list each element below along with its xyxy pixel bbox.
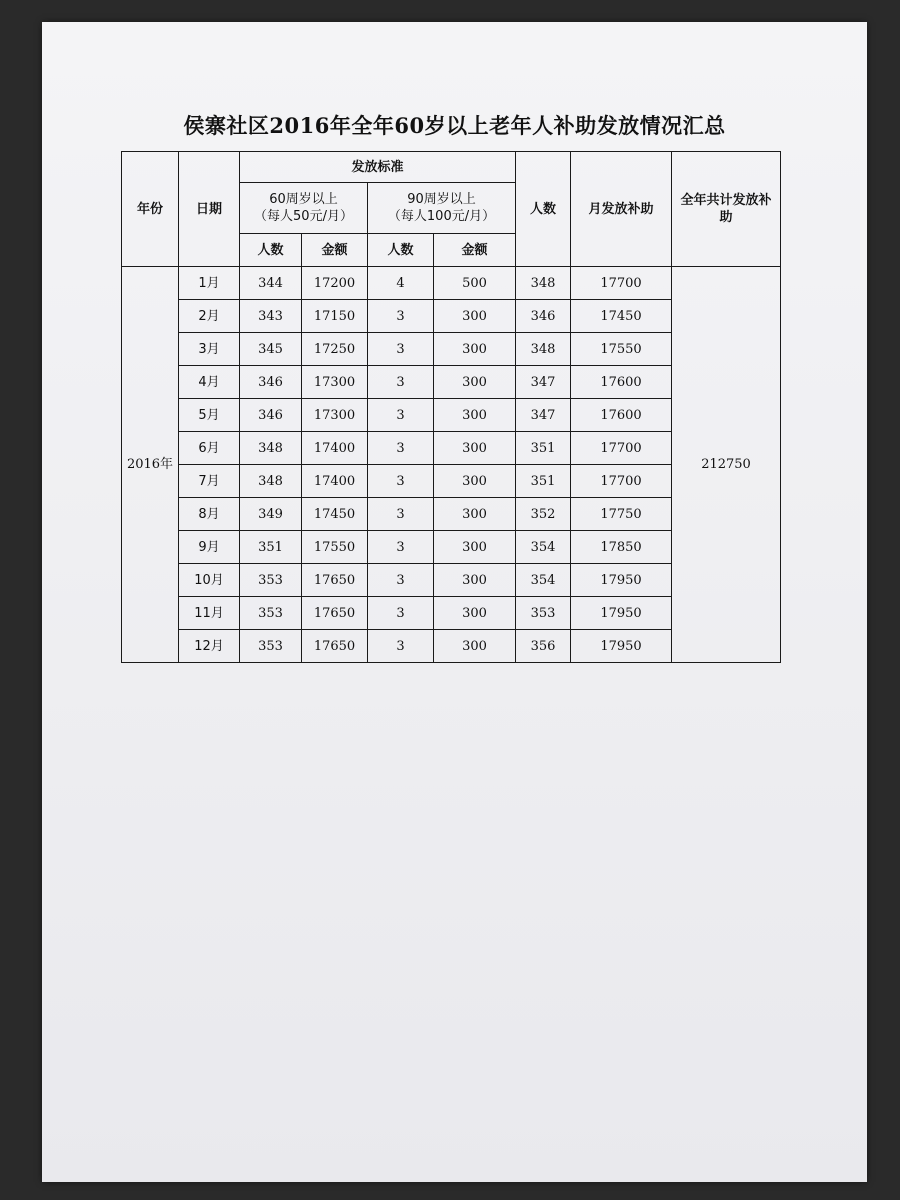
- amount-90-cell: 300: [434, 366, 516, 399]
- amount-60-cell: 17150: [302, 300, 368, 333]
- count-60-cell: 345: [240, 333, 302, 366]
- count-90-cell: 3: [368, 300, 434, 333]
- count-90-cell: 3: [368, 531, 434, 564]
- table-row: [122, 267, 781, 300]
- monthly-subsidy-cell: 17450: [571, 300, 672, 333]
- amount-90-cell: 300: [434, 564, 516, 597]
- header-group-90-line2: （每人100元/月）: [387, 209, 496, 224]
- monthly-subsidy-cell: 17700: [571, 432, 672, 465]
- document-title: 侯寨社区2016年全年60岁以上老年人补助发放情况汇总: [183, 113, 726, 138]
- month-cell: 2月: [179, 300, 240, 333]
- month-cell: 11月: [179, 597, 240, 630]
- amount-90-cell: 300: [434, 333, 516, 366]
- header-annual-total: 全年共计发放补助: [672, 152, 781, 267]
- count-60-cell: 353: [240, 597, 302, 630]
- amount-60-cell: 17400: [302, 432, 368, 465]
- count-60-cell: 348: [240, 465, 302, 498]
- count-60-cell: 346: [240, 399, 302, 432]
- amount-90-cell: 300: [434, 498, 516, 531]
- paper-sheet: [42, 22, 867, 1182]
- count-60-cell: 353: [240, 564, 302, 597]
- total-count-cell: 351: [516, 432, 571, 465]
- monthly-subsidy-cell: 17950: [571, 630, 672, 663]
- month-cell: 5月: [179, 399, 240, 432]
- amount-60-cell: 17650: [302, 597, 368, 630]
- annual-total-cell: 212750: [672, 267, 781, 663]
- subsidy-table: [121, 151, 781, 663]
- header-standard: 发放标准: [240, 152, 516, 183]
- count-90-cell: 3: [368, 333, 434, 366]
- header-total-count: 人数: [516, 152, 571, 267]
- count-60-cell: 351: [240, 531, 302, 564]
- monthly-subsidy-cell: 17600: [571, 366, 672, 399]
- total-count-cell: 348: [516, 333, 571, 366]
- month-cell: 8月: [179, 498, 240, 531]
- amount-90-cell: 300: [434, 531, 516, 564]
- amount-60-cell: 17650: [302, 630, 368, 663]
- amount-90-cell: 300: [434, 630, 516, 663]
- header-group-60: [240, 183, 368, 234]
- header-group-90-line1: 90周岁以上: [407, 192, 476, 207]
- count-90-cell: 3: [368, 465, 434, 498]
- amount-60-cell: 17300: [302, 366, 368, 399]
- count-60-cell: 348: [240, 432, 302, 465]
- header-amount-60: 金额: [302, 234, 368, 267]
- count-90-cell: 3: [368, 366, 434, 399]
- monthly-subsidy-cell: 17950: [571, 564, 672, 597]
- month-cell: 3月: [179, 333, 240, 366]
- count-60-cell: 346: [240, 366, 302, 399]
- monthly-subsidy-cell: 17850: [571, 531, 672, 564]
- amount-90-cell: 300: [434, 465, 516, 498]
- amount-60-cell: 17550: [302, 531, 368, 564]
- total-count-cell: 354: [516, 531, 571, 564]
- amount-90-cell: 300: [434, 300, 516, 333]
- count-90-cell: 4: [368, 267, 434, 300]
- count-90-cell: 3: [368, 597, 434, 630]
- monthly-subsidy-cell: 17700: [571, 267, 672, 300]
- total-count-cell: 354: [516, 564, 571, 597]
- month-cell: 6月: [179, 432, 240, 465]
- total-count-cell: 353: [516, 597, 571, 630]
- total-count-cell: 351: [516, 465, 571, 498]
- month-cell: 9月: [179, 531, 240, 564]
- total-count-cell: 356: [516, 630, 571, 663]
- total-count-cell: 346: [516, 300, 571, 333]
- month-cell: 7月: [179, 465, 240, 498]
- header-group-90: [368, 183, 516, 234]
- count-90-cell: 3: [368, 399, 434, 432]
- amount-60-cell: 17650: [302, 564, 368, 597]
- monthly-subsidy-cell: 17950: [571, 597, 672, 630]
- header-year: 年份: [122, 152, 179, 267]
- month-cell: 4月: [179, 366, 240, 399]
- monthly-subsidy-cell: 17750: [571, 498, 672, 531]
- total-count-cell: 347: [516, 366, 571, 399]
- month-cell: 12月: [179, 630, 240, 663]
- total-count-cell: 347: [516, 399, 571, 432]
- header-amount-90: 金额: [434, 234, 516, 267]
- count-90-cell: 3: [368, 630, 434, 663]
- header-monthly-subsidy: 月发放补助: [571, 152, 672, 267]
- header-group-60-line1: 60周岁以上: [269, 192, 338, 207]
- header-date: 日期: [179, 152, 240, 267]
- amount-90-cell: 300: [434, 432, 516, 465]
- count-60-cell: 349: [240, 498, 302, 531]
- count-90-cell: 3: [368, 564, 434, 597]
- count-60-cell: 343: [240, 300, 302, 333]
- amount-60-cell: 17450: [302, 498, 368, 531]
- header-count-60: 人数: [240, 234, 302, 267]
- header-group-60-line2: （每人50元/月）: [254, 209, 353, 224]
- amount-60-cell: 17200: [302, 267, 368, 300]
- total-count-cell: 352: [516, 498, 571, 531]
- year-cell: 2016年: [122, 267, 179, 663]
- amount-90-cell: 300: [434, 597, 516, 630]
- count-90-cell: 3: [368, 498, 434, 531]
- monthly-subsidy-cell: 17550: [571, 333, 672, 366]
- count-90-cell: 3: [368, 432, 434, 465]
- header-count-90: 人数: [368, 234, 434, 267]
- amount-60-cell: 17400: [302, 465, 368, 498]
- amount-90-cell: 500: [434, 267, 516, 300]
- total-count-cell: 348: [516, 267, 571, 300]
- month-cell: 10月: [179, 564, 240, 597]
- count-60-cell: 344: [240, 267, 302, 300]
- month-cell: 1月: [179, 267, 240, 300]
- monthly-subsidy-cell: 17600: [571, 399, 672, 432]
- count-60-cell: 353: [240, 630, 302, 663]
- amount-60-cell: 17300: [302, 399, 368, 432]
- monthly-subsidy-cell: 17700: [571, 465, 672, 498]
- amount-90-cell: 300: [434, 399, 516, 432]
- amount-60-cell: 17250: [302, 333, 368, 366]
